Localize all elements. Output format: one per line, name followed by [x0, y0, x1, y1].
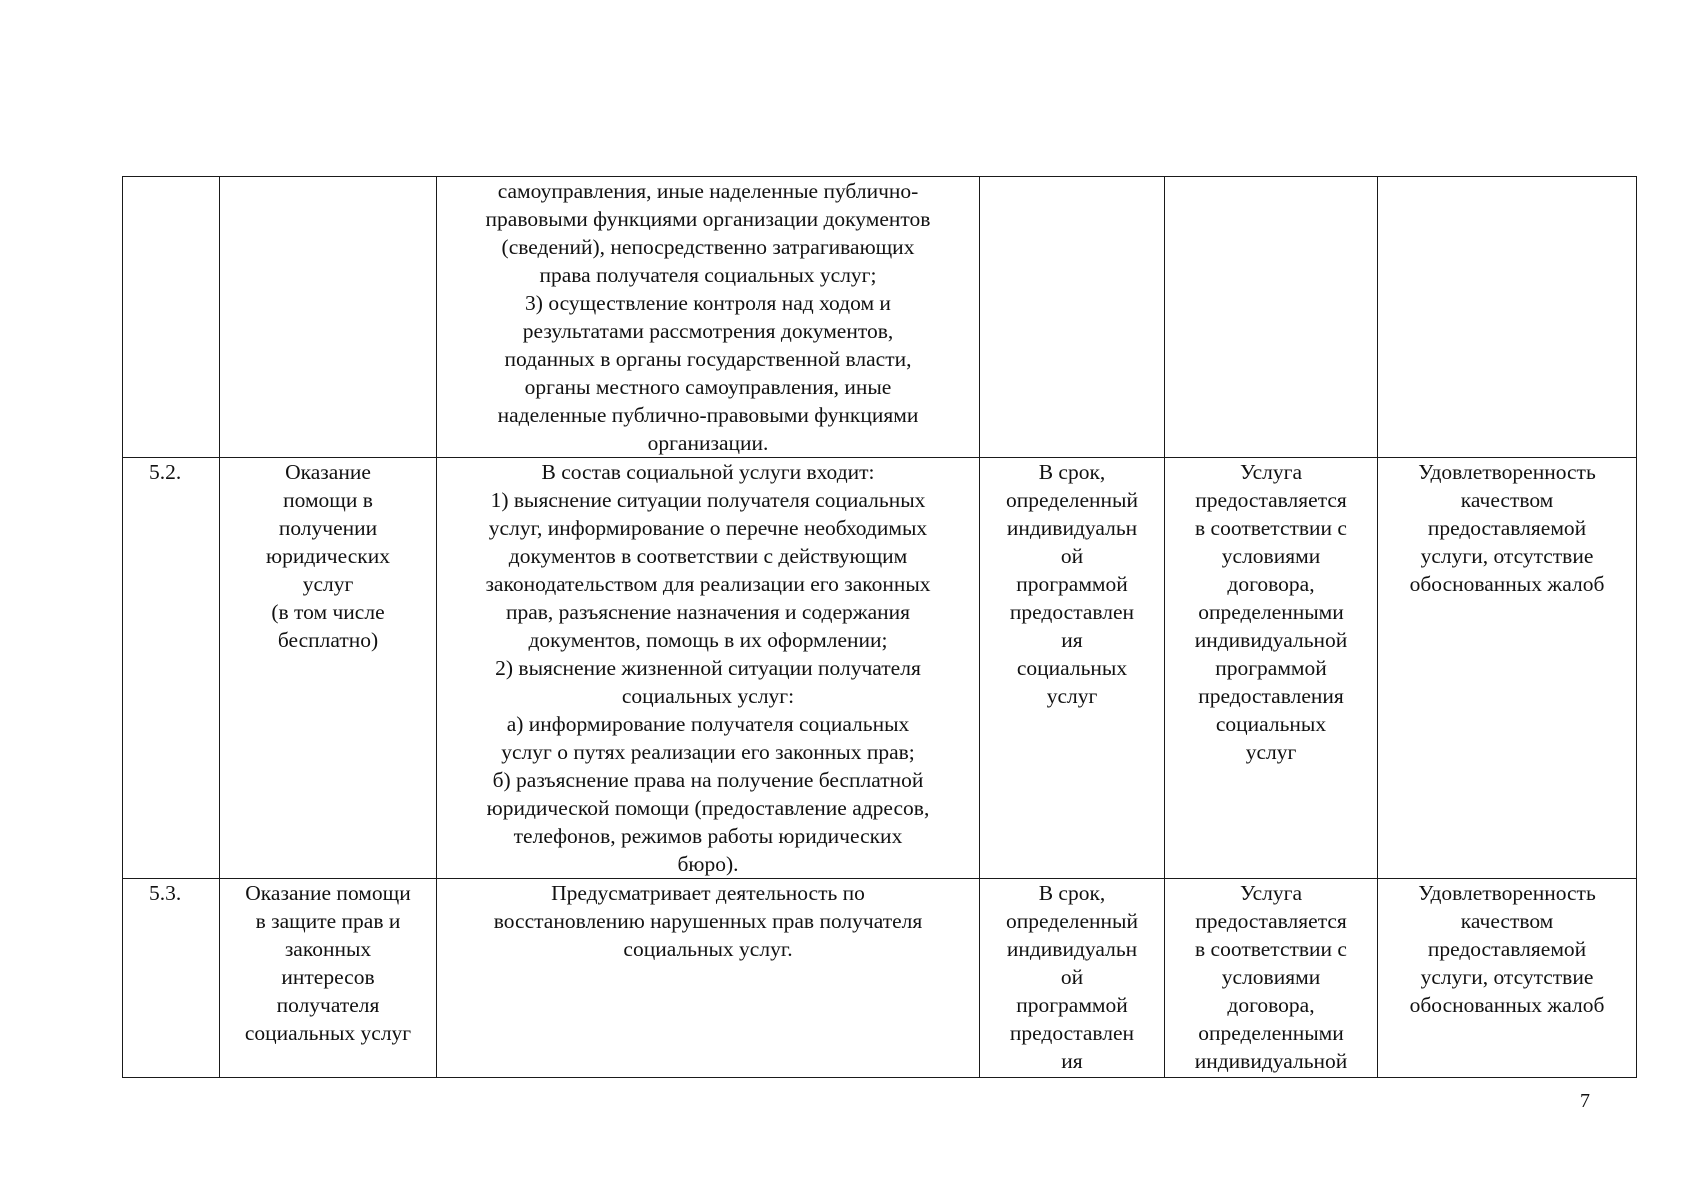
text-line: правовыми функциями организации документов	[485, 207, 931, 231]
text-line: 2) выяснение жизненной ситуации получателя	[495, 656, 921, 680]
text-line: получателя	[276, 993, 380, 1017]
text-line: договора,	[1227, 993, 1315, 1017]
text-line: поданных в органы государственной власти,	[504, 347, 912, 371]
text-line: Услуга	[1239, 881, 1303, 905]
text-line: Услуга	[1239, 460, 1303, 484]
text-line: результатами рассмотрения документов,	[522, 319, 894, 343]
service-term	[980, 177, 1165, 458]
service-name	[220, 458, 437, 879]
text-line: социальных	[1016, 656, 1128, 680]
text-line: телефонов, режимов работы юридических	[513, 824, 903, 848]
text-line: бесплатно)	[277, 628, 379, 652]
service-name	[220, 879, 437, 1078]
service-indicators	[1378, 177, 1637, 458]
text-line: услуг	[1245, 740, 1297, 764]
text-line: определенными	[1198, 600, 1344, 624]
text-line: а) информирование получателя социальных	[506, 712, 910, 736]
text-line: В состав социальной услуги входит:	[541, 460, 875, 484]
text-line: предоставления	[1198, 684, 1344, 708]
text-line: предоставлен	[1009, 600, 1135, 624]
text-line: получении	[278, 516, 378, 540]
text-line: услуги, отсутствие	[1420, 544, 1594, 568]
table-row-continuation	[123, 177, 1637, 458]
text-line: в соответствии с	[1195, 937, 1347, 961]
service-term	[980, 879, 1165, 1078]
service-conditions	[1165, 458, 1378, 879]
page-number: 7	[1580, 1090, 1590, 1112]
text-line: индивидуальной	[1194, 628, 1348, 652]
text-line: документов в соответствии с действующим	[508, 544, 908, 568]
text-line: Оказание	[285, 460, 371, 484]
text-line: услуг	[302, 572, 354, 596]
text-line: качеством	[1460, 909, 1554, 933]
text-line: б) разъяснение права на получение бесплатной	[492, 768, 924, 792]
text-line: определенный	[1006, 909, 1138, 933]
text-line: социальных услуг	[244, 1021, 412, 1045]
text-line: условиями	[1221, 965, 1321, 989]
row-number: 5.2.	[123, 458, 220, 879]
row-number: 5.3.	[123, 879, 220, 1078]
text-line: программой	[1016, 993, 1128, 1017]
text-line: программой	[1016, 572, 1128, 596]
text-line: помощи в	[283, 488, 373, 512]
text-line: условиями	[1221, 544, 1321, 568]
text-line: предоставляется	[1195, 909, 1347, 933]
text-line: Удовлетворенность	[1418, 460, 1596, 484]
text-line: законных	[284, 937, 372, 961]
text-line: Оказание помощи	[245, 881, 411, 905]
text-line: предоставляется	[1195, 488, 1347, 512]
text-line: самоуправления, иные наделенные публично-	[497, 179, 919, 203]
text-line: прав, разъяснение назначения и содержания	[505, 600, 911, 624]
text-line: определенными	[1198, 1021, 1344, 1045]
text-line: организации.	[647, 431, 769, 455]
text-line: В срок,	[1038, 460, 1106, 484]
text-line: Предусматривает деятельность по	[551, 881, 865, 905]
text-line: Удовлетворенность	[1418, 881, 1596, 905]
text-line: ия	[1061, 1049, 1083, 1073]
text-line: в защите прав и	[255, 909, 401, 933]
text-line: ой	[1060, 544, 1084, 568]
text-line: индивидуальн	[1006, 516, 1138, 540]
text-line: социальных услуг:	[621, 684, 795, 708]
service-content	[437, 177, 980, 458]
text-line: документов, помощь в их оформлении;	[528, 628, 888, 652]
service-conditions	[1165, 879, 1378, 1078]
service-indicators	[1378, 879, 1637, 1078]
text-line: в соответствии с	[1195, 516, 1347, 540]
text-line: услуг о путях реализации его законных прав;	[501, 740, 915, 764]
text-line: услуг	[1046, 684, 1098, 708]
text-line: качеством	[1460, 488, 1554, 512]
text-line: социальных услуг.	[623, 937, 793, 961]
text-line: услуги, отсутствие	[1420, 965, 1594, 989]
row-number	[123, 177, 220, 458]
service-content	[437, 458, 980, 879]
services-table	[122, 176, 1637, 1078]
table-row-5-3	[123, 879, 1637, 1078]
service-name	[220, 177, 437, 458]
text-line: 1) выяснение ситуации получателя социальных	[490, 488, 926, 512]
text-line: услуг, информирование о перечне необходимых	[488, 516, 928, 540]
text-line: (сведений), непосредственно затрагивающих	[501, 235, 915, 259]
text-line: обоснованных жалоб	[1409, 993, 1605, 1017]
text-line: обоснованных жалоб	[1409, 572, 1605, 596]
text-line: предоставляемой	[1427, 937, 1587, 961]
text-line: индивидуальной	[1194, 1049, 1348, 1073]
text-line: права получателя социальных услуг;	[539, 263, 877, 287]
service-content	[437, 879, 980, 1078]
text-line: социальных	[1215, 712, 1327, 736]
text-line: законодательством для реализации его законных	[485, 572, 931, 596]
service-term	[980, 458, 1165, 879]
text-line: В срок,	[1038, 881, 1106, 905]
text-line: бюро).	[677, 852, 739, 876]
text-line: 3) осуществление контроля над ходом и	[525, 291, 891, 315]
text-line: определенный	[1006, 488, 1138, 512]
text-line: интересов	[281, 965, 375, 989]
text-line: юридической помощи (предоставление адресов,	[486, 796, 930, 820]
service-conditions	[1165, 177, 1378, 458]
text-line: индивидуальн	[1006, 937, 1138, 961]
text-line: ой	[1060, 965, 1084, 989]
text-line: программой	[1215, 656, 1327, 680]
text-line: юридических	[266, 544, 390, 568]
text-line: ия	[1061, 628, 1083, 652]
service-indicators	[1378, 458, 1637, 879]
text-line: наделенные публично-правовыми функциями	[497, 403, 919, 427]
text-line: договора,	[1227, 572, 1315, 596]
text-line: восстановлению нарушенных прав получателя	[493, 909, 923, 933]
text-line: предоставляемой	[1427, 516, 1587, 540]
text-line: предоставлен	[1009, 1021, 1135, 1045]
text-line: органы местного самоуправления, иные	[524, 375, 892, 399]
table-row-5-2	[123, 458, 1637, 879]
text-line: (в том числе	[271, 600, 385, 624]
